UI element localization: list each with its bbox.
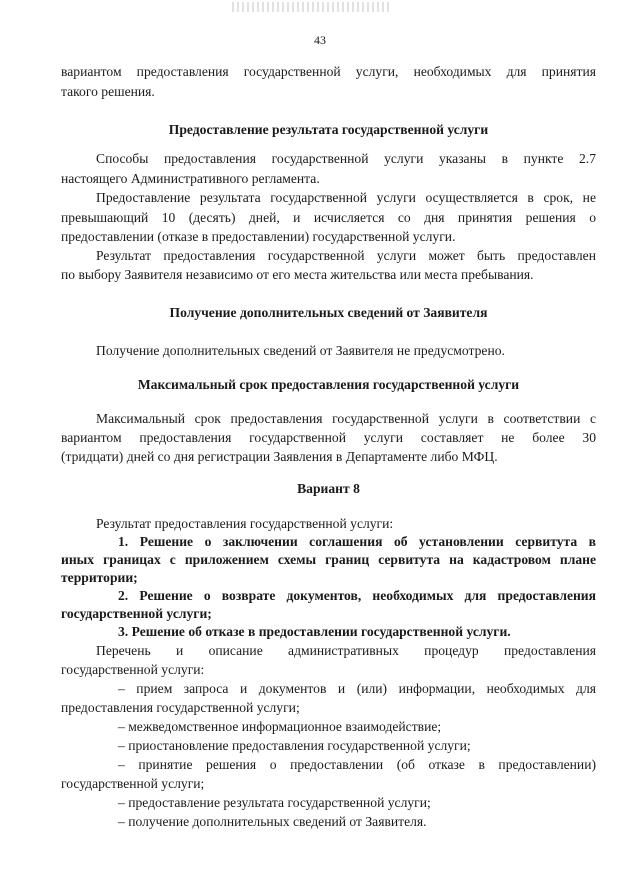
procedure-item: – приостановление предоставления государственной услуги; [118, 738, 471, 753]
result-item-1-cont: территории; [61, 570, 138, 585]
procedure-item: – получение дополнительных сведений от Заявителя. [118, 814, 427, 829]
paragraph-line: Максимальный срок предоставления государственной услуги в соответствии с [96, 411, 596, 426]
paragraph-line: вариантом предоставления государственной услуги составляет не более 30 [61, 430, 596, 445]
paragraph-line: Способы предоставления государственной услуги указаны в пункте 2.7 [96, 151, 596, 166]
result-item-3: 3. Решение об отказе в предоставлении государственной услуги. [118, 624, 511, 639]
variant-heading: Вариант 8 [297, 481, 360, 496]
paragraph-line: настоящего Административного регламента. [61, 171, 320, 186]
paragraph-line: Получение дополнительных сведений от Заявителя не предусмотрено. [96, 343, 505, 358]
paragraph-line: Результат предоставления государственной услуги: [96, 516, 394, 531]
procedure-item: – прием запроса и документов и (или) информации, необходимых для [118, 681, 596, 696]
procedure-item-cont: предоставления государственной услуги; [61, 700, 300, 715]
section-heading: Предоставление результата государственной услуги [168, 122, 489, 137]
procedure-item-cont: государственной услуги; [61, 776, 205, 791]
paragraph-line: по выбору Заявителя независимо от его места жительства или места пребывания. [61, 267, 534, 282]
paragraph-line: государственной услуги: [61, 662, 205, 677]
procedure-item: – принятие решения о предоставлении (об отказе в предоставлении) [118, 757, 596, 772]
paragraph-line: Предоставление результата государственной услуги осуществляется в срок, не [96, 190, 596, 205]
result-item-2: 2. Решение о возврате документов, необходимых для предоставления [118, 588, 596, 603]
result-item-1: 1. Решение о заключении соглашения об установлении сервитута в [118, 534, 596, 549]
paragraph-line: такого решения. [61, 84, 155, 99]
procedure-item: – предоставление результата государственной услуги; [118, 795, 431, 810]
paragraph-line: предоставлении (отказе в предоставлении) государственной услуги. [61, 229, 456, 244]
result-item-2-cont: государственной услуги; [61, 606, 212, 621]
paragraph-line: превышающий 10 (десять) дней, и исчисляется со дня принятия решения о [61, 210, 596, 225]
section-heading: Максимальный срок предоставления государственной услуги [137, 377, 520, 392]
result-item-1-cont: иных границах с приложением схемы границ сервитута на кадастровом плане [61, 552, 596, 567]
paragraph-line: вариантом предоставления государственной услуги, необходимых для принятия [61, 64, 596, 79]
section-heading: Получение дополнительных сведений от Заявителя [169, 305, 488, 320]
page-number: 43 [314, 33, 326, 47]
paragraph-line: Перечень и описание административных процедур предоставления [96, 643, 596, 658]
procedure-item: – межведомственное информационное взаимодействие; [118, 719, 442, 734]
paragraph-line: (тридцати) дней со дня регистрации Заявления в Департаменте либо МФЦ. [61, 449, 498, 464]
paragraph-line: Результат предоставления государственной услуги может быть предоставлен [96, 248, 596, 263]
